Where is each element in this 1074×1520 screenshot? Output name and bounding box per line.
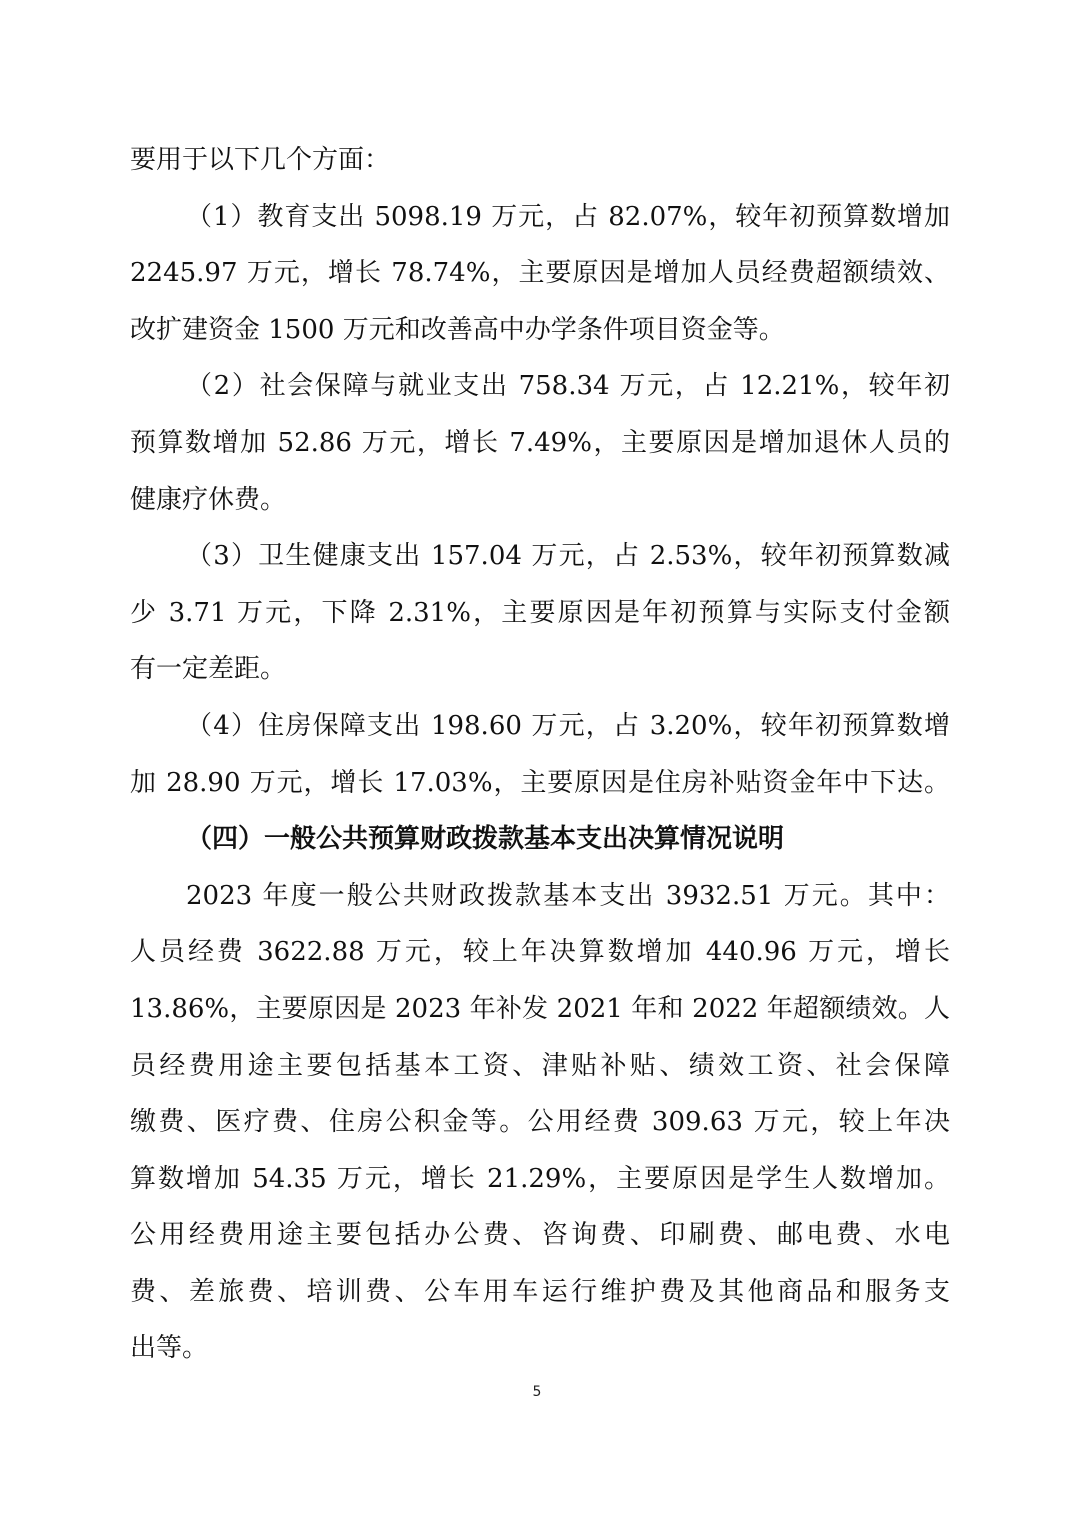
text-line: 2023 年度一般公共财政拨款基本支出 3932.51 万元。其中： [186,880,950,911]
text-line: 改扩建资金 1500 万元和改善高中办学条件项目资金等。 [130,314,785,345]
text-line: 健康疗休费。 [130,484,287,515]
text-line: 有一定差距。 [130,654,287,685]
text-line: （4）住房保障支出 198.60 万元，占 3.20%，较年初预算数增 [186,710,950,741]
text-line: （2）社会保障与就业支出 758.34 万元，占 12.21%，较年初 [186,371,950,402]
text-line: 加 28.90 万元，增长 17.03%，主要原因是住房补贴资金年中下达。 [130,767,950,798]
text-line: 缴费、医疗费、住房公积金等。公用经费 309.63 万元，较上年决 [130,1107,950,1138]
text-line: 少 3.71 万元，下降 2.31%，主要原因是年初预算与实际支付金额 [130,597,950,628]
text-line: 算数增加 54.35 万元，增长 21.29%，主要原因是学生人数增加。 [130,1163,950,1194]
text-line: 员经费用途主要包括基本工资、津贴补贴、绩效工资、社会保障 [130,1050,950,1081]
text-line: 预算数增加 52.86 万元，增长 7.49%，主要原因是增加退休人员的 [130,427,950,458]
section-heading: （四）一般公共预算财政拨款基本支出决算情况说明 [186,824,785,855]
text-line: （1）教育支出 5098.19 万元，占 82.07%，较年初预算数增加 [186,201,950,232]
text-line: 要用于以下几个方面： [130,145,391,175]
text-line: 出等。 [130,1333,209,1364]
text-line: 人员经费 3622.88 万元，较上年决算数增加 440.96 万元，增长 [130,937,950,968]
text-line: 2245.97 万元，增长 78.74%，主要原因是增加人员经费超额绩效、 [130,258,950,289]
text-line: （3）卫生健康支出 157.04 万元，占 2.53%，较年初预算数减 [186,541,950,572]
text-line: 13.86%，主要原因是 2023 年补发 2021 年和 2022 年超额绩效。人 [130,993,950,1024]
body-text [130,132,950,1377]
text-line: 公用经费用途主要包括办公费、咨询费、印刷费、邮电费、水电 [130,1220,950,1251]
text-line: 费、差旅费、培训费、公车用车运行维护费及其他商品和服务支 [130,1276,950,1307]
page-number: 5 [532,1384,542,1400]
